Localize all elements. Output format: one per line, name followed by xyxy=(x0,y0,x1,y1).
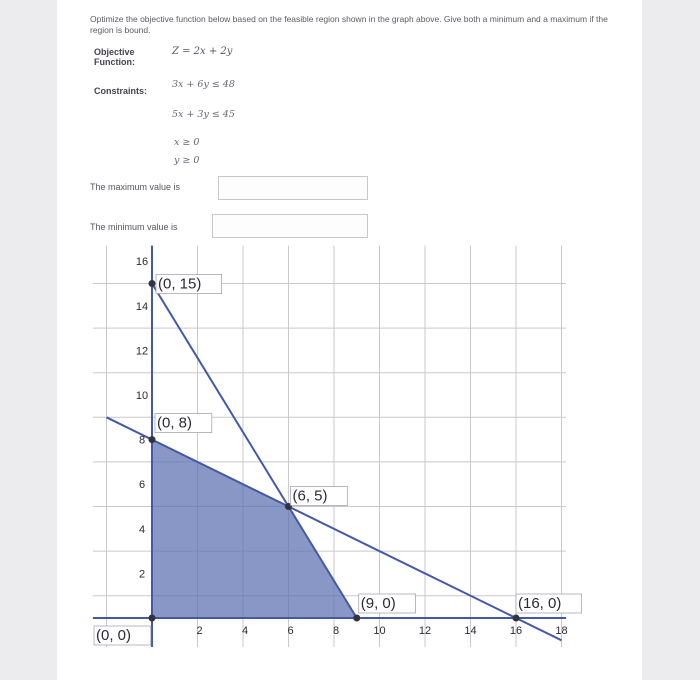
vertex-point xyxy=(149,436,156,443)
vertex-point xyxy=(149,280,156,287)
y-tick-label: 12 xyxy=(135,345,149,358)
constraint-1: 3x + 6y ≤ 48 xyxy=(172,79,235,90)
constraint-3: x ≥ 0 xyxy=(174,137,200,148)
instructions-text: Optimize the objective function below based on the feasible region shown in the graph above. Give both a minimum and a maximum if the region is bound. xyxy=(90,14,608,35)
constraint-2: 5x + 3y ≤ 45 xyxy=(172,109,235,120)
vertex-label: (16, 0) xyxy=(518,595,562,612)
constraint-4: y ≥ 0 xyxy=(174,155,200,166)
x-tick-label: 2 xyxy=(196,625,203,637)
vertex-point xyxy=(149,615,156,622)
objective-function-label: Objective Function: xyxy=(94,47,135,67)
y-tick-label: 4 xyxy=(138,523,146,536)
x-tick-label: 14 xyxy=(464,625,477,637)
objective-expression: Z = 2x + 2y xyxy=(172,46,233,57)
y-tick-label: 2 xyxy=(138,568,146,581)
y-tick-label: 8 xyxy=(138,434,146,447)
y-tick-label: 14 xyxy=(135,300,149,313)
vertex-label: (6, 5) xyxy=(292,487,328,505)
vertex-label: (0, 0) xyxy=(96,627,132,644)
x-tick-label: 18 xyxy=(555,625,568,637)
max-value-label: The maximum value is xyxy=(90,182,181,192)
x-tick-label: 10 xyxy=(373,625,386,637)
min-value-label: The minimum value is xyxy=(90,222,178,232)
vertex-label: (0, 15) xyxy=(158,275,202,293)
vertex-label: (9, 0) xyxy=(360,595,396,612)
vertex-label: (0, 8) xyxy=(157,414,193,432)
x-tick-label: 4 xyxy=(241,625,249,637)
x-tick-label: 12 xyxy=(418,625,432,637)
y-tick-label: 16 xyxy=(135,256,149,269)
vertex-point xyxy=(353,615,360,622)
constraints-label: Constraints: xyxy=(94,86,148,96)
y-tick-label: 10 xyxy=(135,390,149,402)
x-tick-label: 6 xyxy=(287,625,294,637)
y-tick-label: 6 xyxy=(138,479,146,492)
vertex-point xyxy=(513,615,520,622)
x-tick-label: 8 xyxy=(332,625,340,637)
x-tick-label: 16 xyxy=(509,625,523,637)
